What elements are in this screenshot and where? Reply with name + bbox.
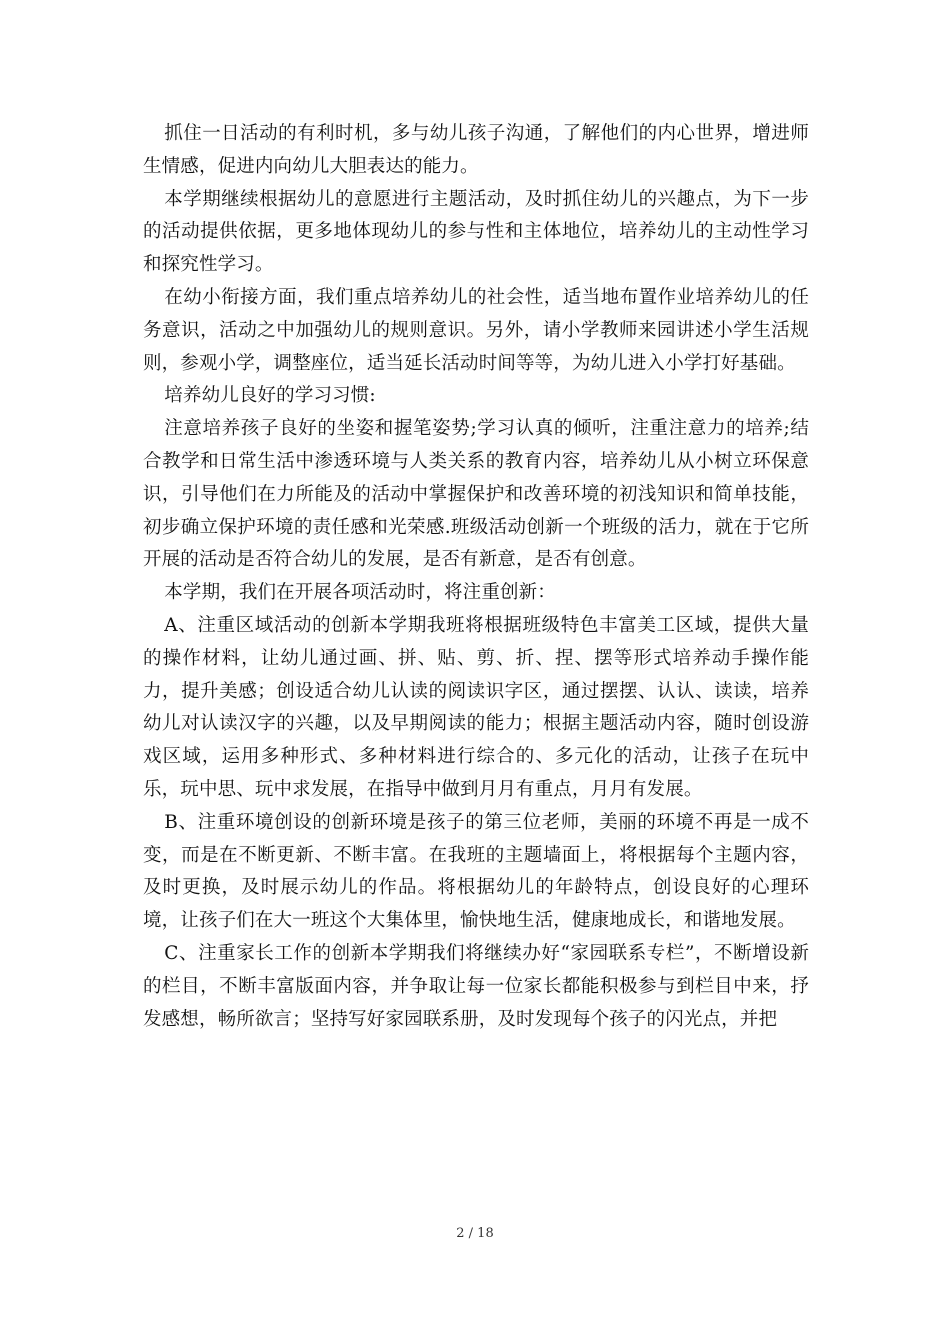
paragraph-9: C、注重家长工作的创新本学期我们将继续办好“家园联系专栏”，不断增设新的栏目，不断丰富版面内容，并争取让每一位家长都能积极参与到栏目中来，抒发感想，畅所欲言；坚持写好家园联系册，及时发现每个孩子的闪光点，并把 — [143, 942, 809, 1030]
paragraph-7: A、注重区域活动的创新本学期我班将根据班级特色丰富美工区域，提供大量的操作材料，让幼儿通过画、拼、贴、剪、折、捏、摆等形式培养动手操作能力，提升美感；创设适合幼儿认读的阅读识字区，通过摆摆、认认、读读，培养幼儿对认读汉字的兴趣，以及早期阅读的能力；根据主题活动内容，随时创设游戏区域，运用多种形式、多种材料进行综合的、多元化的活动，让孩子在玩中乐，玩中思、玩中求发展，在指导中做到月月有重点，月月有发展。 — [143, 614, 809, 800]
paragraph-2: 本学期继续根据幼儿的意愿进行主题活动，及时抓住幼儿的兴趣点，为下一步的活动提供依据，更多地体现幼儿的参与性和主体地位，培养幼儿的主动性学习和探究性学习。 — [143, 188, 809, 276]
paragraph-4: 培养幼儿良好的学习习惯: — [164, 385, 376, 407]
paragraph-5: 注意培养孩子良好的坐姿和握笔姿势;学习认真的倾听，注重注意力的培养;结合教学和日常生活中渗透环境与人类关系的教育内容，培养幼儿从小树立环保意识，引导他们在力所能及的活动中掌握保护和改善环境的初浅知识和简单技能，初步确立保护环境的责任感和光荣感.班级活动创新一个班级的活力，就在于它所开展的活动是否符合幼儿的发展，是否有新意，是否有创意。 — [143, 418, 809, 571]
paragraph-1: 抓住一日活动的有利时机，多与幼儿孩子沟通，了解他们的内心世界，增进师生情感，促进内向幼儿大胆表达的能力。 — [143, 123, 809, 177]
paragraph-8: B、注重环境创设的创新环境是孩子的第三位老师，美丽的环境不再是一成不变，而是在不断更新、不断丰富。在我班的主题墙面上，将根据每个主题内容，及时更换，及时展示幼儿的作品。将根据幼儿的年龄特点，创设良好的心理环境，让孩子们在大一班这个大集体里，愉快地生活，健康地成长，和谐地发展。 — [143, 811, 809, 932]
document-body — [143, 118, 809, 1036]
paragraph-6: 本学期，我们在开展各项活动时，将注重创新： — [164, 582, 556, 604]
page-number: 2 / 18 — [456, 1226, 494, 1241]
paragraph-3: 在幼小衔接方面，我们重点培养幼儿的社会性，适当地布置作业培养幼儿的任务意识，活动之中加强幼儿的规则意识。另外，请小学教师来园讲述小学生活规则，参观小学，调整座位，适当延长活动时间等等，为幼儿进入小学打好基础。 — [143, 286, 809, 374]
